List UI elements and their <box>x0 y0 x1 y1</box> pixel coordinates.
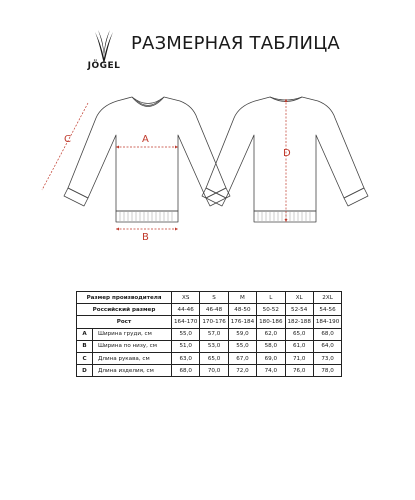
measure-label: Ширина по низу, см <box>93 340 172 352</box>
brand-name: JÖGEL <box>87 61 121 71</box>
measure-label: Длина изделия, см <box>93 365 172 377</box>
table-cell: 180-186 <box>257 316 285 328</box>
table-row <box>77 292 342 304</box>
table-cell: 74,0 <box>257 365 285 377</box>
table-cell: 64,0 <box>313 340 341 352</box>
table-cell: 70,0 <box>200 365 228 377</box>
russian-size-label: Российский размер <box>77 304 172 316</box>
size-cell: XS <box>172 292 200 304</box>
table-cell: 76,0 <box>285 365 313 377</box>
table-cell: 68,0 <box>172 365 200 377</box>
table-cell: 170-176 <box>200 316 228 328</box>
size-table <box>76 291 342 377</box>
table-cell: 164-170 <box>172 316 200 328</box>
table-cell: 57,0 <box>200 328 228 340</box>
table-cell: 50-52 <box>257 304 285 316</box>
table-cell: 53,0 <box>200 340 228 352</box>
label-b: B <box>142 232 149 243</box>
table-cell: 61,0 <box>285 340 313 352</box>
size-cell: M <box>228 292 256 304</box>
size-cell: L <box>257 292 285 304</box>
table-cell: 59,0 <box>228 328 256 340</box>
sweatshirt-diagram <box>0 88 415 258</box>
table-cell: 62,0 <box>257 328 285 340</box>
table-cell: 48-50 <box>228 304 256 316</box>
label-c: C <box>64 134 71 145</box>
table-row <box>77 340 342 352</box>
table-cell: 63,0 <box>172 352 200 364</box>
table-cell: 78,0 <box>313 365 341 377</box>
table-row <box>77 328 342 340</box>
table-cell: 71,0 <box>285 352 313 364</box>
table-row <box>77 365 342 377</box>
table-cell: 44-46 <box>172 304 200 316</box>
table-cell: 67,0 <box>228 352 256 364</box>
height-label: Рост <box>77 316 172 328</box>
table-cell: 68,0 <box>313 328 341 340</box>
table-row <box>77 352 342 364</box>
measure-label: Длина рукава, см <box>93 352 172 364</box>
measure-label: Ширина груди, см <box>93 328 172 340</box>
table-cell: 65,0 <box>285 328 313 340</box>
table-cell: 176-184 <box>228 316 256 328</box>
size-cell: XL <box>285 292 313 304</box>
measure-key: D <box>77 365 93 377</box>
table-cell: 54-56 <box>313 304 341 316</box>
table-cell: 51,0 <box>172 340 200 352</box>
measure-key: A <box>77 328 93 340</box>
table-cell: 184-190 <box>313 316 341 328</box>
table-cell: 52-54 <box>285 304 313 316</box>
table-cell: 182-188 <box>285 316 313 328</box>
table-cell: 46-48 <box>200 304 228 316</box>
measure-key: C <box>77 352 93 364</box>
table-cell: 55,0 <box>172 328 200 340</box>
size-cell: 2XL <box>313 292 341 304</box>
table-cell: 65,0 <box>200 352 228 364</box>
table-cell: 55,0 <box>228 340 256 352</box>
header-label: Размер производителя <box>77 292 172 304</box>
measure-key: B <box>77 340 93 352</box>
table-cell: 73,0 <box>313 352 341 364</box>
table-cell: 69,0 <box>257 352 285 364</box>
page-title: РАЗМЕРНАЯ ТАБЛИЦА <box>131 33 340 54</box>
label-d: D <box>283 148 291 159</box>
table-cell: 58,0 <box>257 340 285 352</box>
table-row <box>77 316 342 328</box>
label-a: A <box>142 134 149 145</box>
size-cell: S <box>200 292 228 304</box>
table-cell: 72,0 <box>228 365 256 377</box>
table-row <box>77 304 342 316</box>
